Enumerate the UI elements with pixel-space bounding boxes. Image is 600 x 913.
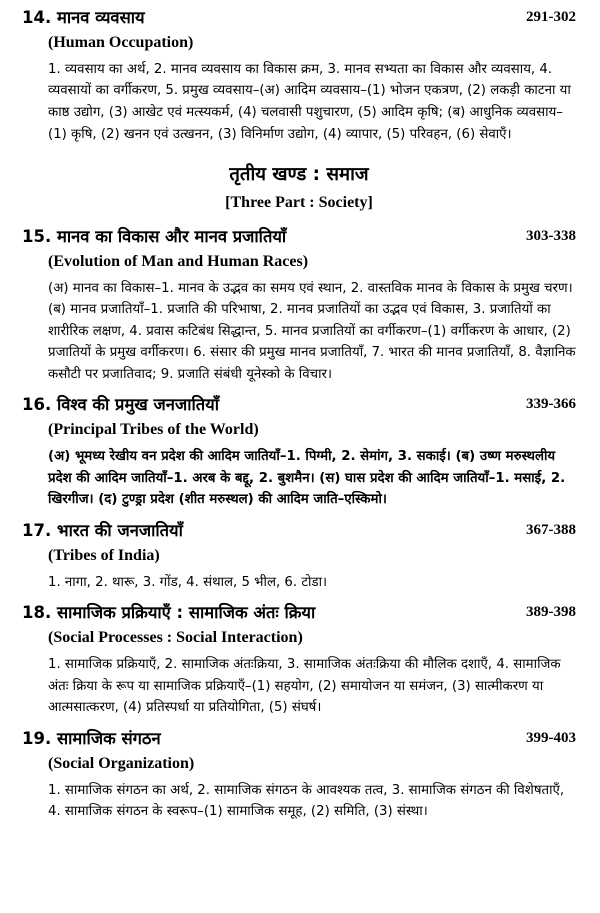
toc-entry-body: (अ) मानव का विकास–1. मानव के उद्भव का समय एवं स्थान, 2. वास्तविक मानव के विकास के प्रमुख चरण। (ब) मानव प्रजातियाँ–1. प्रजाति की परिभाषा, 2. मानव प्रजातियों का उद्भव एवं विकास, 3. प्रजातियों का शारीरिक लक्षण, 4. प्रवास कटिबंध सिद्धान्त, 5. मानव प्रजातियों का वर्गीकरण–(1) वर्गीकरण के आधार, (2) प्रजातियों के प्रमुख वर्गीकरण। 6. संसार की प्रमुख मानव प्रजातियाँ, 7. भारत की मानव प्रजातियाँ, 8. वैज्ञानिक कसौटी पर प्रजातिवाद; 9. प्रजाति संबंधी यूनेस्को के विचार। (48, 280, 576, 382)
toc-entry-header (22, 225, 576, 249)
toc-entry-pages: 303-338 (526, 227, 576, 244)
toc-entry-title-english: (Human Occupation) (48, 33, 194, 51)
toc-entry-title-hindi: सामाजिक प्रक्रियाएँ : सामाजिक अंतः क्रिया (56, 603, 316, 623)
toc-entry-title-hindi: मानव व्यवसाय (56, 8, 145, 27)
toc-entry (22, 519, 576, 593)
toc-entry-title-english: (Social Organization) (48, 754, 195, 772)
toc-entry (22, 393, 576, 511)
toc-entry-title-hindi: सामाजिक संगठन (56, 728, 161, 748)
toc-entry-header (22, 6, 576, 30)
toc-entry (22, 6, 576, 145)
toc-entry-title (22, 6, 526, 30)
toc-entry-title (22, 519, 526, 543)
section-break-hindi: तृतीय खण्ड : समाज (229, 164, 369, 186)
toc-entry (22, 225, 576, 386)
toc-entry-body: 1. सामाजिक प्रक्रियाएँ, 2. सामाजिक अंतःक्रिया, 3. सामाजिक अंतःक्रिया की मौलिक दशाएँ, 4. सामाजिक अंतः क्रिया के रूप या सामाजिक प्रक्रियाएँ–(1) सहयोग, (2) समायोजन या समंजन, (3) सात्मीकरण या आत्मसात्करण, (4) प्रतिस्पर्धा या प्रतियोगिता, (5) संघर्ष। (48, 657, 561, 716)
toc-entry-body: 1. सामाजिक संगठन का अर्थ, 2. सामाजिक संगठन के आवश्यक तत्व, 3. सामाजिक संगठन की विशेषताएँ, 4. सामाजिक संगठन के स्वरूप–(1) सामाजिक समूह, (2) समिति, (3) संस्था। (48, 782, 565, 820)
toc-entry-title (22, 727, 526, 751)
toc-entry-pages: 389-398 (526, 604, 576, 621)
toc-entry-title-hindi: विश्व की प्रमुख जनजातियाँ (56, 395, 219, 415)
toc-entry-title-english: (Tribes of India) (48, 546, 160, 564)
toc-entry-number: 15. (22, 226, 52, 246)
toc-entry-number: 18. (22, 603, 52, 623)
toc-entry (22, 727, 576, 823)
toc-entry-pages: 291-302 (526, 9, 576, 25)
toc-entry-title-hindi: भारत की जनजातियाँ (56, 520, 183, 540)
section-break (22, 161, 576, 215)
toc-entry-title-english: (Social Processes : Social Interaction) (48, 629, 303, 647)
toc-entry-title-hindi: मानव का विकास और मानव प्रजातियाँ (56, 226, 287, 246)
toc-entry-header (22, 727, 576, 751)
section-break-english: [Three Part : Society] (225, 193, 373, 211)
toc-entry-number: 16. (22, 395, 52, 415)
toc-entry-title-english: (Evolution of Man and Human Races) (48, 252, 309, 270)
toc-entry-pages: 399-403 (526, 729, 576, 746)
toc-entry-pages: 339-366 (526, 396, 576, 413)
toc-entry-body: 1. नागा, 2. थारू, 3. गोंड, 4. संथाल, 5 भील, 6. टोडा। (48, 574, 328, 590)
toc-entry-title (22, 601, 526, 625)
toc-entry-header (22, 601, 576, 625)
toc-entry-number: 17. (22, 520, 52, 540)
toc-entry-body: (अ) भूमध्य रेखीय वन प्रदेश की आदिम जातियाँ–1. पिग्मी, 2. सेमांग, 3. सकाई। (ब) उष्ण मरुस्थलीय प्रदेश की आदिम जातियाँ–1. अरब के बद्दू, 2. बुशमैन। (स) घास प्रदेश की आदिम जातियाँ–1. मसाई, 2. खिरगीज। (द) टुण्ड्रा प्रदेश (शीत मरुस्थल) की आदिम जाति–एस्किमो। (48, 449, 566, 508)
toc-entry (22, 601, 576, 719)
toc-entry-pages: 367-388 (526, 521, 576, 538)
toc-entry-title-english: (Principal Tribes of the World) (48, 421, 259, 439)
toc-entry-header (22, 393, 576, 417)
toc-entry-number: 14. (22, 8, 52, 27)
toc-entry-body: 1. व्यवसाय का अर्थ, 2. मानव व्यवसाय का विकास क्रम, 3. मानव सभ्यता का विकास और व्यवसाय, 4. व्यवसायों का वर्गीकरण, 5. प्रमुख व्यवसाय–(अ) आदिम व्यवसाय–(1) भोजन एकत्रण, (2) लकड़ी काटना या काष्ठ उद्योग, (3) आखेट एवं मत्स्यकर्म, (4) चलवासी पशुचारण, (5) आदिम कृषि; (ब) आधुनिक व्यवसाय–(1) कृषि, (2) खनन एवं उत्खनन, (3) विनिर्माण उद्योग, (4) व्यापार, (5) परिवहन, (6) सेवाएँ। (48, 61, 571, 142)
toc-entry-header (22, 519, 576, 543)
toc-entry-title (22, 393, 526, 417)
toc-entry-title (22, 225, 526, 249)
toc-entry-number: 19. (22, 728, 52, 748)
